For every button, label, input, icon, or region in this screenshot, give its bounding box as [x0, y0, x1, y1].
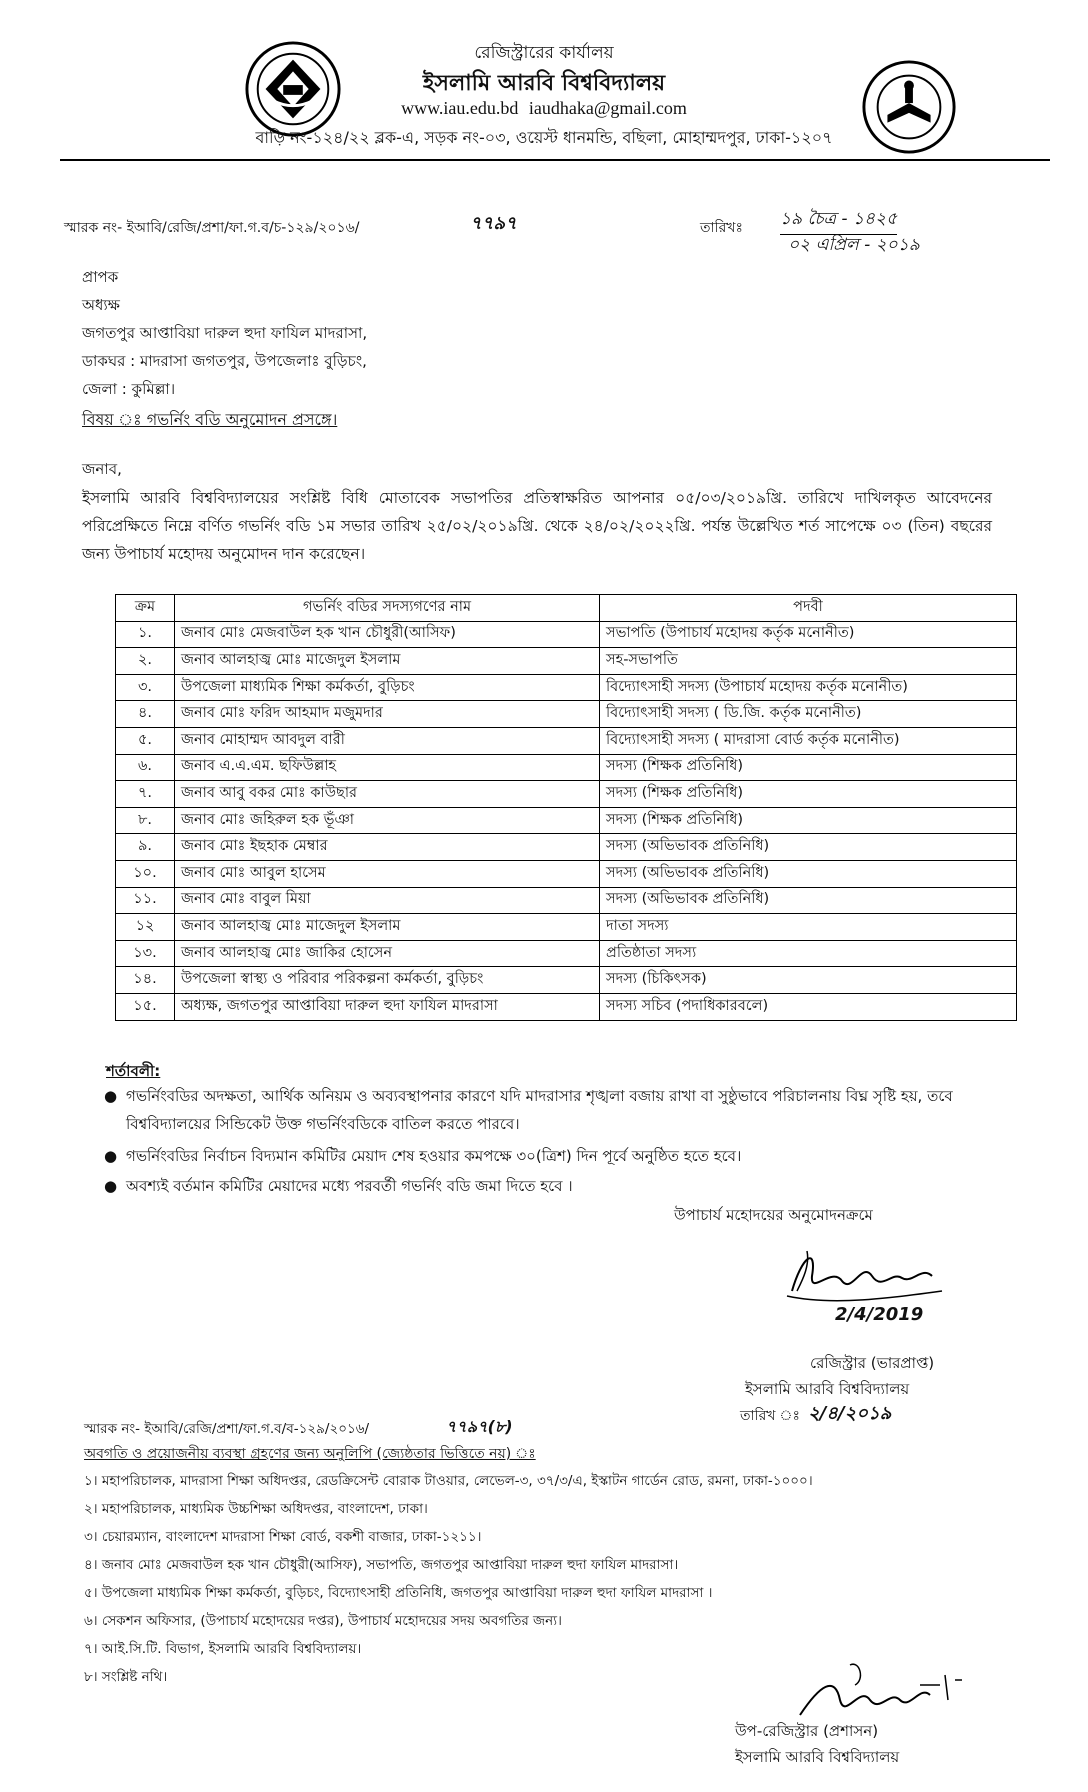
col-serial: ক্রম: [116, 595, 175, 622]
cell-name: জনাব আলহাজ্ব মোঃ মাজেদুল ইসলাম: [175, 648, 600, 675]
table-row: [116, 967, 1017, 994]
cell-designation: সদস্য (অভিভাবক প্রতিনিধি): [600, 834, 1017, 861]
copy-item: ৮। সংশ্লিষ্ট নথি।: [84, 1669, 168, 1685]
date-label: তারিখঃ: [700, 220, 743, 236]
cell-name: অধ্যক্ষ, জগতপুর আপ্তাবিয়া দারুল হুদা ফাযিল মাদরাসা: [175, 993, 600, 1020]
cell-designation: দাতা সদস্য: [600, 914, 1017, 941]
cell-serial: ৮.: [116, 807, 175, 834]
col-member-name: গভর্নিং বডির সদস্যগণের নাম: [175, 595, 600, 622]
table-row: [116, 887, 1017, 914]
cell-serial: ৭.: [116, 781, 175, 808]
cell-name: জনাব আলহাজ্ব মোঃ জাকির হোসেন: [175, 940, 600, 967]
cell-serial: ১৩.: [116, 940, 175, 967]
office-name: রেজিস্ট্রারের কার্যালয়: [474, 43, 614, 63]
copy-date-label: তারিখ ঃ: [740, 1408, 800, 1424]
term-item: ● অবশ্যই বর্তমান কমিটির মেয়াদের মধ্যে পরবর্তী গভর্নিং বডি জমা দিতে হবে ।: [104, 1172, 994, 1200]
cell-designation: বিদ্যোৎসাহী সদস্য ( ডি.জি. কর্তৃক মনোনীত): [600, 701, 1017, 728]
table-header-row: [116, 595, 1017, 622]
table-row: [116, 727, 1017, 754]
recipient-title: অধ্যক্ষ: [82, 296, 120, 314]
cell-serial: ১.: [116, 621, 175, 648]
table-row: [116, 860, 1017, 887]
cell-designation: সদস্য (অভিভাবক প্রতিনিধি): [600, 887, 1017, 914]
terms-title: শর্তাবলী:: [106, 1062, 161, 1080]
cell-name: জনাব মোঃ মেজবাউল হক খান চৌধুরী(আসিফ): [175, 621, 600, 648]
cell-name: জনাব মোঃ ইছহাক মেম্বার: [175, 834, 600, 861]
bullet-icon: ●: [104, 1087, 118, 1105]
copy-item: ২। মহাপরিচালক, মাধ্যমিক উচ্চশিক্ষা অধিদপ্তর, বাংলাদেশ, ঢাকা।: [84, 1501, 428, 1517]
cell-designation: সদস্য (শিক্ষক প্রতিনিধি): [600, 754, 1017, 781]
cell-serial: ১২: [116, 914, 175, 941]
table-row: [116, 807, 1017, 834]
copy-item: ৩। চেয়ারম্যান, বাংলাদেশ মাদরাসা শিক্ষা বোর্ড, বকশী বাজার, ঢাকা-১২১১।: [84, 1529, 482, 1545]
bullet-icon: ●: [104, 1177, 118, 1195]
deputy-registrar-title: উপ-রেজিস্ট্রার (প্রশাসন): [735, 1722, 879, 1740]
cell-serial: ৬.: [116, 754, 175, 781]
copy-heading: অবগতি ও প্রয়োজনীয় ব্যবস্থা গ্রহণের জন্য অনুলিপি (জ্যেষ্ঠতার ভিত্তিতে নয়) ঃ: [84, 1446, 536, 1462]
cell-name: জনাব মোঃ জহিরুল হক ভূঁঞা: [175, 807, 600, 834]
copy-memo-ref: স্মারক নং- ইআবি/রেজি/প্রশা/ফা.গ.ব/ব-১২৯/২০১৬/: [84, 1421, 370, 1437]
date-english: ০২ এপ্রিল - ২০১৯: [788, 235, 920, 255]
address-line: বাড়ি নং-১২৪/২২ ব্লক-এ, সড়ক নং-০৩, ওয়েস্ট ধানমন্ডি, বছিলা, মোহাম্মদপুর, ঢাকা-১২০৭: [255, 128, 833, 147]
memo-ref: স্মারক নং- ইআবি/রেজি/প্রশা/ফা.গ.ব/চ-১২৯/২০১৬/: [64, 220, 360, 236]
table-row: [116, 993, 1017, 1020]
deputy-registrar-org: ইসলামি আরবি বিশ্ববিদ্যালয়: [735, 1748, 900, 1766]
copy-item: ১। মহাপরিচালক, মাদরাসা শিক্ষা অধিদপ্তর, রেডক্রিসেন্ট বোরাক টাওয়ার, লেভেল-৩, ৩৭/৩/এ, ইস্কাটন গার্ডেন রোড, রমনা, ঢাকা-১০০০।: [84, 1473, 813, 1489]
cell-designation: সভাপতি (উপাচার্য মহোদয় কর্তৃক মনোনীত): [600, 621, 1017, 648]
email-link[interactable]: iaudhaka@gmail.com: [528, 98, 687, 118]
table-row: [116, 834, 1017, 861]
recipient-district: জেলা : কুমিল্লা।: [82, 380, 176, 398]
cell-name: জনাব এ.এ.এম. ছফিউল্লাহ: [175, 754, 600, 781]
copy-item: ৭। আই.সি.টি. বিভাগ, ইসলামি আরবি বিশ্ববিদ্যালয়।: [84, 1641, 362, 1657]
governing-body-table: [115, 594, 1017, 1021]
table-row: [116, 621, 1017, 648]
cell-serial: ৯.: [116, 834, 175, 861]
table-row: [116, 701, 1017, 728]
copy-item: ৫। উপজেলা মাধ্যমিক শিক্ষা কর্মকর্তা, বুড়িচং, বিদ্যোৎসাহী প্রতিনিধি, জগতপুর আপ্তাবিয়া দারুল হুদা ফাযিল মাদরাসা ।: [84, 1585, 713, 1601]
date-bangla: ১৯ চৈত্র - ১৪২৫: [780, 206, 897, 235]
cell-serial: ২.: [116, 648, 175, 675]
salutation: জনাব,: [82, 460, 122, 478]
cell-name: জনাব মোঃ আবুল হাসেম: [175, 860, 600, 887]
cell-serial: ৩.: [116, 674, 175, 701]
col-designation: পদবী: [600, 595, 1017, 622]
term-item: ● গভর্নিংবডির নির্বাচন বিদ্যমান কমিটির মেয়াদ শেষ হওয়ার কমপক্ষে ৩০(ত্রিশ) দিন পূর্বে অনুষ্ঠিত হতে হবে।: [104, 1142, 994, 1170]
subject-line: বিষয় ঃ গভর্নিং বডি অনুমোদন প্রসঙ্গে।: [82, 410, 338, 429]
cell-name: উপজেলা মাধ্যমিক শিক্ষা কর্মকর্তা, বুড়িচং: [175, 674, 600, 701]
cell-serial: ১৪.: [116, 967, 175, 994]
cell-name: জনাব মোঃ বাবুল মিয়া: [175, 887, 600, 914]
cell-serial: ৪.: [116, 701, 175, 728]
approval-sign-date: 2/4/2019: [835, 1304, 924, 1325]
table-row: [116, 674, 1017, 701]
university-name: ইসলামি আরবি বিশ্ববিদ্যালয়: [422, 71, 666, 96]
cell-designation: সদস্য সচিব (পদাধিকারবলে): [600, 993, 1017, 1020]
table-row: [116, 648, 1017, 675]
cell-designation: সদস্য (অভিভাবক প্রতিনিধি): [600, 860, 1017, 887]
cell-designation: সদস্য (শিক্ষক প্রতিনিধি): [600, 807, 1017, 834]
term-item: ● গভর্নিংবডির অদক্ষতা, আর্থিক অনিয়ম ও অব্যবস্থাপনার কারণে যদি মাদরাসার শৃঙ্খলা বজায় রাখা বা সুষ্ঠুভাবে পরিচালনায় বিঘ্ন সৃষ্টি হয়, তবে বিশ্ববিদ্যালয়ের সিন্ডিকেট উক্ত গভর্নিংবডিকে বাতিল করতে পারবে।: [104, 1082, 994, 1138]
approval-order-text: উপাচার্য মহোদয়ের অনুমোদনক্রমে: [674, 1206, 873, 1224]
recipient-post: ডাকঘর : মাদরাসা জগতপুর, উপজেলাঃ বুড়িচং,: [82, 352, 367, 370]
header-divider: [60, 159, 1050, 161]
cell-designation: সদস্য (শিক্ষক প্রতিনিধি): [600, 781, 1017, 808]
recipient-to: প্রাপক: [82, 268, 119, 286]
cell-designation: বিদ্যোৎসাহী সদস্য (উপাচার্য মহোদয় কর্তৃক মনোনীত): [600, 674, 1017, 701]
cell-name: জনাব মোহাম্মদ আবদুল বারী: [175, 727, 600, 754]
bullet-icon: ●: [104, 1147, 118, 1165]
body-paragraph: ইসলামি আরবি বিশ্ববিদ্যালয়ের সংশ্লিষ্ট বিধি মোতাবেক সভাপতির প্রতিস্বাক্ষরিত আপনার ০৫/০৩/২০১৯খ্রি. তারিখে দাখিলকৃত আবেদনের পরিপ্রেক্ষিতে নিম্নে বর্ণিত গভর্নিং বডি ১ম সভার তারিখ ২৫/০২/২০১৯খ্রি. থেকে ২৪/০২/২০২২খ্রি. পর্যন্ত উল্লেখিত শর্ত সাপেক্ষে ০৩ (তিন) বছরের জন্য উপাচার্য মহোদয় অনুমোদন দান করেছেন।: [82, 489, 992, 563]
cell-designation: প্রতিষ্ঠাতা সদস্য: [600, 940, 1017, 967]
cell-serial: ১০.: [116, 860, 175, 887]
table-row: [116, 914, 1017, 941]
copy-item: ৪। জনাব মোঃ মেজবাউল হক খান চৌধুরী(আসিফ), সভাপতি, জগতপুর আপ্তাবিয়া দারুল হুদা ফাযিল মাদরাসা।: [84, 1557, 679, 1573]
website-link[interactable]: www.iau.edu.bd: [401, 98, 519, 118]
table-row: [116, 781, 1017, 808]
registrar-title: রেজিস্ট্রার (ভারপ্রাপ্ত): [810, 1354, 935, 1372]
contact-line: [0, 98, 1088, 119]
cell-name: জনাব আলহাজ্ব মোঃ মাজেদুল ইসলাম: [175, 914, 600, 941]
cell-designation: সহ-সভাপতি: [600, 648, 1017, 675]
cell-serial: ১১.: [116, 887, 175, 914]
cell-name: জনাব আবু বকর মোঃ কাউছার: [175, 781, 600, 808]
cell-designation: সদস্য (চিকিৎসক): [600, 967, 1017, 994]
copy-item: ৬। সেকশন অফিসার, (উপাচার্য মহোদয়ের দপ্তর), উপাচার্য মহোদয়ের সদয় অবগতির জন্য।: [84, 1613, 562, 1629]
copy-date-handwritten: ২/৪/২০১৯: [808, 1403, 892, 1424]
memo-ref-handwritten: ৭৭৯৭: [470, 213, 517, 234]
cell-designation: বিদ্যোৎসাহী সদস্য ( মাদরাসা বোর্ড কর্তৃক মনোনীত): [600, 727, 1017, 754]
cell-name: জনাব মোঃ ফরিদ আহমাদ মজুমদার: [175, 701, 600, 728]
registrar-org: ইসলামি আরবি বিশ্ববিদ্যালয়: [745, 1380, 910, 1398]
table-row: [116, 754, 1017, 781]
cell-serial: ১৫.: [116, 993, 175, 1020]
table-row: [116, 940, 1017, 967]
cell-serial: ৫.: [116, 727, 175, 754]
cell-name: উপজেলা স্বাস্থ্য ও পরিবার পরিকল্পনা কর্মকর্তা, বুড়িচং: [175, 967, 600, 994]
copy-memo-ref-handwritten: ৭৭৯৭(৮): [446, 1417, 513, 1436]
recipient-institution: জগতপুর আপ্তাবিয়া দারুল হুদা ফাযিল মাদরাসা,: [82, 324, 368, 342]
